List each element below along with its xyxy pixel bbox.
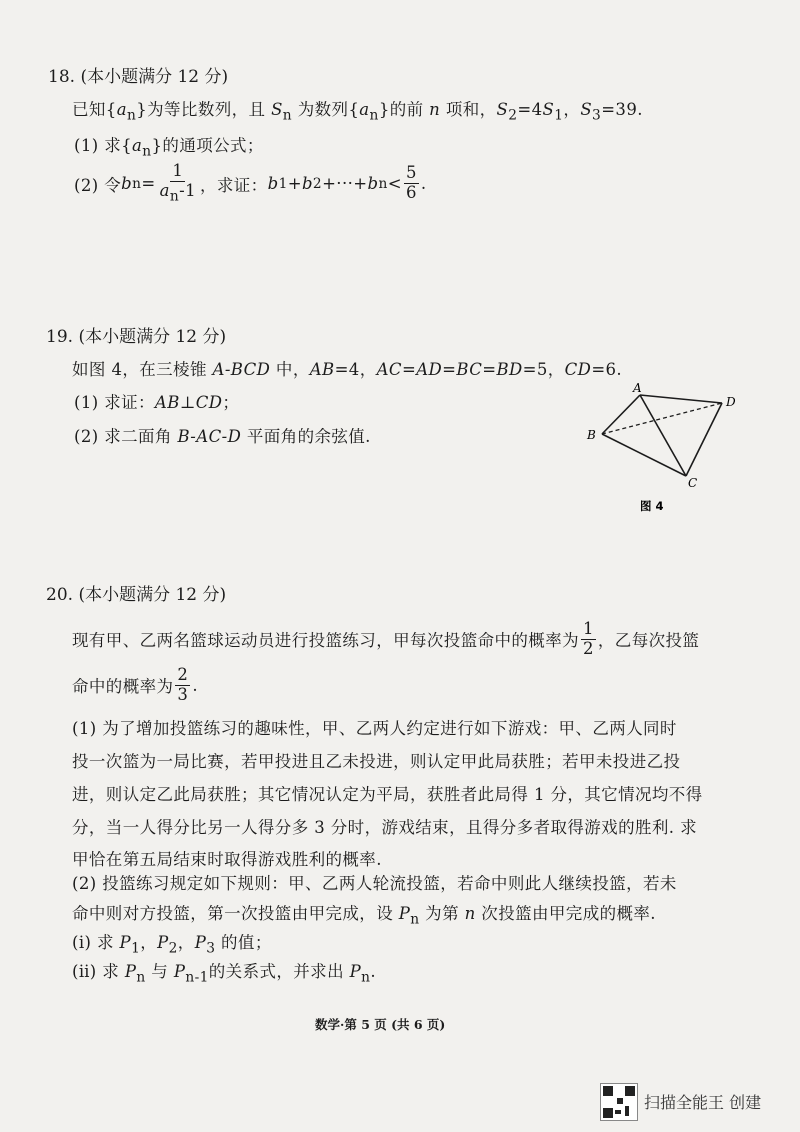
q20-part1-line4: 分，当一人得分比另一人得分多 3 分时，游戏结束，且得分多者取得游戏的胜利. 求 bbox=[72, 818, 697, 837]
q20-statement-line2: 命中的概率为 $\frac{2}{3}$ . bbox=[72, 665, 198, 704]
vertex-label-D: D bbox=[726, 395, 736, 409]
fraction: $\frac{2}{3}$ bbox=[177, 665, 189, 704]
fraction: $\frac{1}{2}$ bbox=[583, 619, 594, 658]
q20-part1-line2: 投一次篮为一局比赛，若甲投进且乙未投进，则认定甲此局获胜；若甲未投进乙投 bbox=[72, 752, 681, 771]
scanner-watermark: 扫描全能王 创建 bbox=[644, 1093, 762, 1112]
vertex-label-A: A bbox=[633, 381, 642, 395]
q20-part2-line2: 命中则对方投篮，第一次投篮由甲完成，设 $P_n$ 为第 n 次投篮由甲完成的概率. bbox=[72, 904, 656, 928]
edge-CD bbox=[686, 403, 722, 476]
q19-part1: (1) 求证：AB⊥CD； bbox=[74, 393, 240, 412]
figure-caption: 图 4 bbox=[640, 499, 664, 513]
q20-sub-i: (ⅰ) 求 $P_1$，$P_2$，$P_3$ 的值； bbox=[72, 933, 272, 957]
q20-statement-line1: 现有甲、乙两名篮球运动员进行投篮练习，甲每次投篮命中的概率为 $\frac{1}{2}$ ，乙每次投篮 bbox=[72, 619, 700, 658]
q20-header: 20. (本小题满分 12 分) bbox=[46, 585, 227, 605]
q19-header: 19. (本小题满分 12 分) bbox=[46, 327, 227, 347]
tetrahedron-figure bbox=[576, 380, 756, 520]
vertex-label-C: C bbox=[688, 476, 698, 490]
q18-statement: 已知$\{a_n\}$为等比数列，且 $S_n$ 为数列$\{a_n\}$的前 n 项和，$S_2=4S_1$，$S_3=39$. bbox=[72, 100, 643, 124]
q20-part2-line1: (2) 投篮练习规定如下规则：甲、乙两人轮流投篮，若命中则此人继续投篮，若未 bbox=[72, 874, 677, 893]
q19-statement: 如图 4，在三棱锥 A-BCD 中，AB=4，AC=AD=BC=BD=5，CD=6. bbox=[72, 360, 623, 379]
q20-part1-line1: (1) 为了增加投篮练习的趣味性，甲、乙两人约定进行如下游戏：甲、乙两人同时 bbox=[72, 719, 677, 738]
qr-code-icon bbox=[600, 1083, 638, 1121]
q18-part2: (2) 令 b n = $\frac{1}{a_n-1}$ ，求证： b 1 + b 2 +···+ b n < $\frac{5}{6}$ . bbox=[74, 161, 427, 205]
page-footer: 数学·第 5 页 (共 6 页) bbox=[315, 1017, 446, 1032]
edge-BD-hidden bbox=[602, 403, 722, 434]
edge-AB bbox=[602, 395, 640, 434]
q19-part2: (2) 求二面角 B-AC-D 平面角的余弦值. bbox=[74, 427, 371, 446]
vertex-label-B: B bbox=[587, 428, 596, 442]
q20-part1-line3: 进，则认定乙此局获胜；其它情况认定为平局，获胜者此局得 1 分，其它情况均不得 bbox=[72, 785, 703, 804]
fraction: $\frac{5}{6}$ bbox=[405, 163, 417, 203]
q20-part1-line5: 甲恰在第五局结束时取得游戏胜利的概率. bbox=[72, 850, 382, 869]
q18-part1: (1) 求$\{a_n\}$的通项公式； bbox=[74, 136, 264, 160]
edge-AD bbox=[640, 395, 722, 403]
q20-sub-ii: (ⅱ) 求 $P_n$ 与 $P_{n-1}$的关系式，并求出 $P_n$. bbox=[72, 962, 377, 986]
fraction: $\frac{1}{a_n-1}$ bbox=[159, 161, 196, 205]
q18-header: 18. (本小题满分 12 分) bbox=[48, 67, 229, 87]
